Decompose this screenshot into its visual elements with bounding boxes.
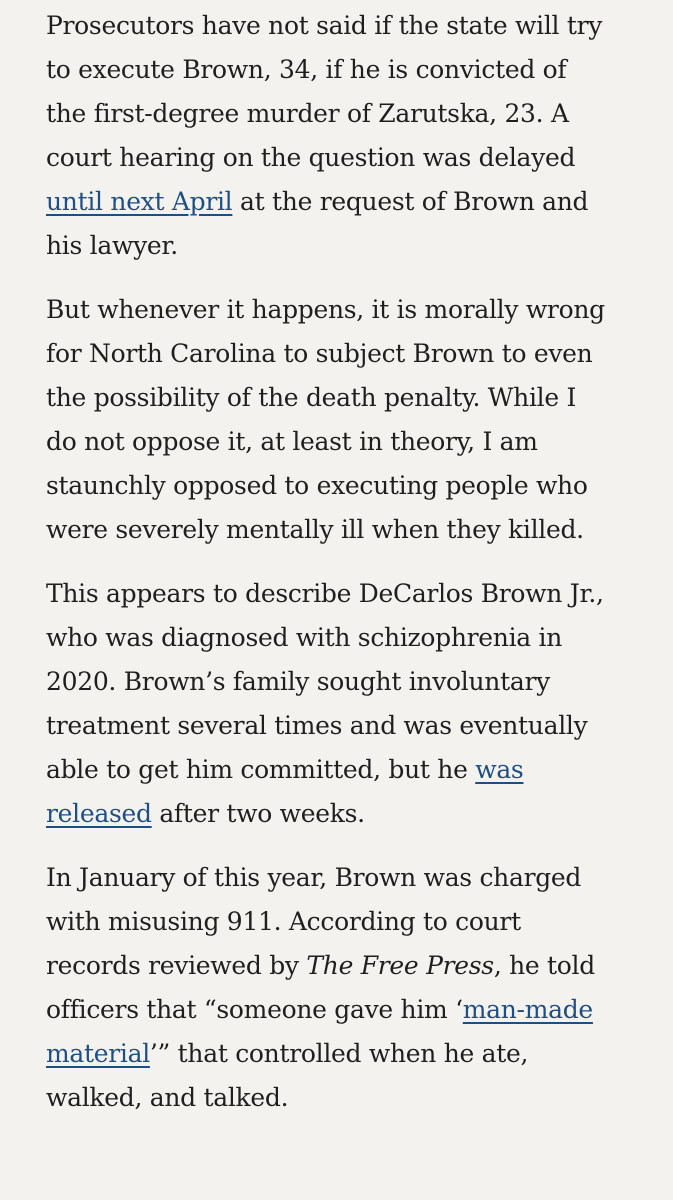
paragraph-4 xyxy=(46,856,646,1120)
text-line: In January of this year, Brown was charged xyxy=(46,863,582,892)
text-line: with misusing 911. According to court xyxy=(46,907,521,936)
text-line: the first-degree murder of Zarutska, 23. A xyxy=(46,99,569,128)
article-body xyxy=(46,4,646,1140)
text-line: treatment several times and was eventually xyxy=(46,711,588,740)
text-line: who was diagnosed with schizophrenia in xyxy=(46,623,563,652)
text-line: to execute Brown, 34, if he is convicted of xyxy=(46,55,567,84)
text-line: But whenever it happens, it is morally wrong xyxy=(46,295,605,324)
text-line xyxy=(46,1032,646,1076)
paragraph-2 xyxy=(46,288,646,552)
text-fragment: at the request of Brown and xyxy=(232,187,589,216)
text-line: the possibility of the death penalty. While I xyxy=(46,383,577,412)
text-line: do not oppose it, at least in theory, I am xyxy=(46,427,538,456)
text-line: court hearing on the question was delayed xyxy=(46,143,576,172)
text-line: his lawyer. xyxy=(46,231,178,260)
man-made-material-link[interactable]: man-made xyxy=(462,995,593,1024)
text-line xyxy=(46,180,646,224)
text-line: staunchly opposed to executing people who xyxy=(46,471,588,500)
text-fragment: , he told xyxy=(493,951,595,980)
text-line: This appears to describe DeCarlos Brown Jr., xyxy=(46,579,604,608)
paragraph-1 xyxy=(46,4,646,268)
was-released-link[interactable]: was xyxy=(475,755,524,784)
text-line: for North Carolina to subject Brown to even xyxy=(46,339,593,368)
text-fragment: able to get him committed, but he xyxy=(46,755,476,784)
man-made-material-link-continued[interactable]: material xyxy=(46,1039,150,1068)
text-line xyxy=(46,944,646,988)
paragraph-3 xyxy=(46,572,646,836)
was-released-link-continued[interactable]: released xyxy=(46,799,152,828)
text-line xyxy=(46,748,646,792)
text-line xyxy=(46,988,646,1032)
text-fragment: records reviewed by xyxy=(46,951,307,980)
text-fragment: officers that “someone gave him ‘ xyxy=(46,995,463,1024)
text-fragment: after two weeks. xyxy=(151,799,365,828)
text-line: walked, and talked. xyxy=(46,1083,289,1112)
text-line: were severely mentally ill when they killed. xyxy=(46,515,584,544)
text-line: 2020. Brown’s family sought involuntary xyxy=(46,667,550,696)
text-line xyxy=(46,792,646,836)
text-line: Prosecutors have not said if the state will try xyxy=(46,11,603,40)
publication-name: The Free Press xyxy=(306,951,494,980)
until-next-april-link[interactable]: until next April xyxy=(46,187,233,216)
text-fragment: ’” that controlled when he ate, xyxy=(149,1039,529,1068)
